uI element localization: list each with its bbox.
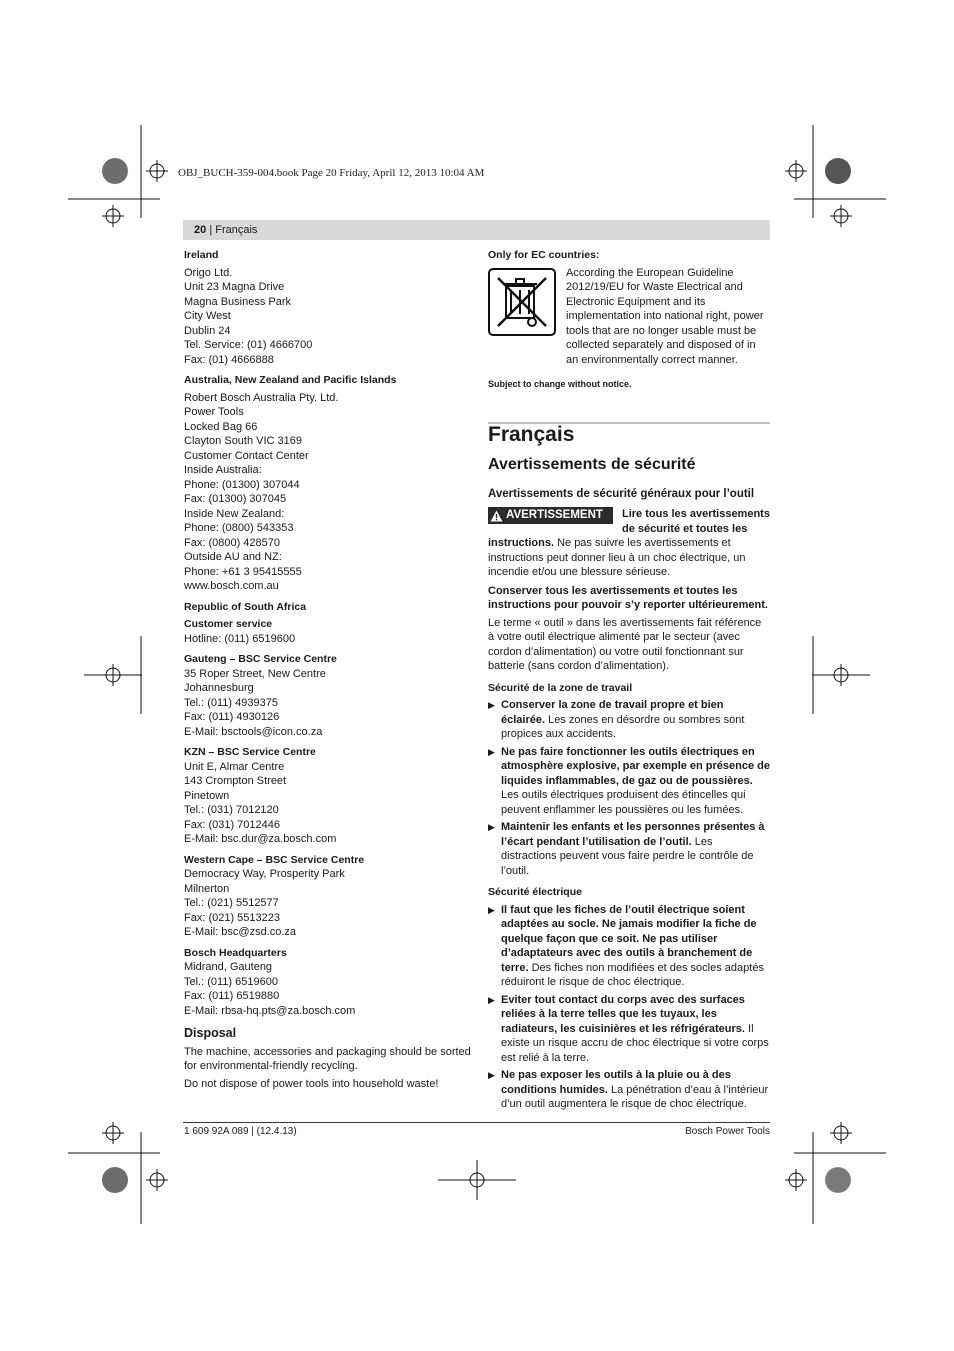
- disposal-paragraph: Do not dispose of power tools into household waste!: [184, 1077, 439, 1090]
- list-item: [488, 1068, 770, 1112]
- australia-line: Locked Bag 66: [184, 420, 258, 433]
- footer-brand: Bosch Power Tools: [685, 1126, 770, 1137]
- australia-line: www.bosch.com.au: [184, 580, 279, 592]
- ireland-line: City West: [184, 310, 231, 322]
- bullet-arrow-icon: ▶: [488, 822, 495, 832]
- crossed-bin-icon: [488, 268, 556, 336]
- gauteng-line: Johannesburg: [184, 682, 254, 694]
- australia-line: Phone: (0800) 543353: [184, 522, 294, 534]
- warning-paragraph: [488, 507, 770, 580]
- ec-title: Only for EC countries:: [488, 249, 600, 261]
- keep-instructions: Conserver tous les avertissements et toutes les instructions pour pouvoir s’y reporter ultérieurement.: [488, 584, 768, 611]
- headquarters-title: Bosch Headquarters: [184, 946, 287, 959]
- gauteng-line: Fax: (011) 4930126: [184, 711, 280, 723]
- general-safety-heading: Avertissements de sécurité généraux pour l’outil: [488, 487, 755, 500]
- header-separator: |: [209, 224, 213, 236]
- australia-line: Clayton South VIC 3169: [184, 435, 303, 447]
- ireland-line: Fax: (01) 4666888: [184, 353, 274, 366]
- ireland-line: Magna Business Park: [184, 295, 291, 308]
- list-item: [488, 993, 770, 1066]
- warning-text: Ne pas suivre les avertissements et instructions peut donner lieu à un choc électrique, un incendie et/ou une blessure sérieuse.: [488, 537, 746, 578]
- kzn-line: 143 Crompton Street: [184, 775, 287, 787]
- australia-line: Inside New Zealand:: [184, 507, 285, 520]
- footer-rule: [183, 1122, 770, 1123]
- footer-doc-number: 1 609 92A 089 | (12.4.13): [184, 1126, 297, 1137]
- bullet-text: Les outils électriques produisent des étincelles qui peuvent enflammer les poussières ou les fumées.: [501, 789, 746, 816]
- warning-badge: [488, 507, 613, 524]
- disposal-heading: Disposal: [184, 1026, 237, 1040]
- australia-line: Phone: +61 3 95415555: [184, 565, 302, 578]
- safety-heading: Avertissements de sécurité: [488, 456, 696, 473]
- ireland-line: Dublin 24: [184, 324, 231, 337]
- customer-service-line: Hotline: (011) 6519600: [184, 632, 296, 645]
- list-item: [488, 745, 770, 818]
- bullet-text: Il existe un risque accru de choc électrique si votre corps est relié à la terre.: [501, 1022, 769, 1064]
- australia-line: Phone: (01300) 307044: [184, 478, 300, 491]
- bullet-text: Les zones en désordre ou sombres sont propices aux accidents.: [501, 713, 745, 740]
- bullet-arrow-icon: ▶: [488, 746, 495, 757]
- disposal-paragraph: The machine, accessories and packaging should be sorted for environmental-friendly recycling.: [184, 1045, 471, 1072]
- ireland-line: Tel. Service: (01) 4666700: [184, 339, 313, 351]
- file-meta-line: OBJ_BUCH-359-004.book Page 20 Friday, April 12, 2013 10:04 AM: [178, 167, 485, 179]
- western-cape-line: Democracy Way, Prosperity Park: [184, 868, 345, 880]
- kzn-line: Fax: (031) 7012446: [184, 818, 281, 831]
- australia-line: Robert Bosch Australia Pty. Ltd.: [184, 391, 339, 404]
- bullet-arrow-icon: ▶: [488, 1070, 495, 1080]
- western-cape-line: Fax: (021) 5513223: [184, 911, 281, 924]
- work-area-title: Sécurité de la zone de travail: [488, 681, 633, 694]
- list-item: [488, 820, 770, 878]
- kzn-line: Unit E, Almar Centre: [184, 760, 285, 773]
- header-language: Français: [215, 224, 258, 236]
- term-paragraph: Le terme « outil » dans les avertissements fait référence à votre outil électrique alimenté par le secteur (avec cordon d’alimentation) ou votre outil fonctionnant sur batterie (sans cordon d’alimentation).: [488, 616, 762, 672]
- bullet-bold: Ne pas exposer les outils à la pluie ou à des conditions humides.: [501, 1069, 731, 1096]
- kzn-line: Pinetown: [184, 789, 230, 802]
- electric-title: Sécurité électrique: [488, 886, 582, 898]
- warning-triangle-icon: [490, 510, 503, 522]
- list-item: [488, 698, 770, 742]
- ireland-line: Unit 23 Magna Drive: [184, 281, 285, 293]
- western-cape-title: Western Cape – BSC Service Centre: [184, 853, 365, 866]
- bullet-arrow-icon: ▶: [488, 700, 495, 710]
- australia-line: Customer Contact Center: [184, 449, 309, 462]
- page-header-bar: [183, 220, 770, 240]
- western-cape-line: Milnerton: [184, 882, 230, 895]
- warning-bold-text: Lire tous les avertissements de sécurité et toutes les instructions.: [488, 508, 770, 549]
- bullet-bold: Conserver la zone de travail propre et bien éclairée.: [501, 699, 724, 726]
- right-column: [488, 248, 770, 1112]
- headquarters-line: Tel.: (011) 6519600: [184, 975, 278, 988]
- bullet-bold: Ne pas faire fonctionner les outils électriques en atmosphère explosive, par exemple en présence de liquides inflammables, de gaz ou de poussières.: [501, 745, 771, 787]
- bullet-arrow-icon: ▶: [488, 904, 495, 915]
- gauteng-line: Tel.: (011) 4939375: [184, 696, 278, 709]
- bullet-bold: Eviter tout contact du corps avec des surfaces reliées à la terre telles que les tuyaux, les radiateurs, les cuisinières et les réfrigérateurs.: [501, 993, 745, 1035]
- language-heading: Français: [488, 422, 575, 446]
- australia-line: Inside Australia:: [184, 464, 262, 476]
- kzn-email[interactable]: E-Mail: bsc.dur@za.bosch.com: [184, 833, 337, 845]
- subject-notice: Subject to change without notice.: [488, 379, 632, 389]
- ireland-line: Origo Ltd.: [184, 266, 233, 279]
- kzn-title: KZN – BSC Service Centre: [184, 746, 316, 758]
- headquarters-line: Midrand, Gauteng: [184, 961, 273, 973]
- australia-line: Fax: (0800) 428570: [184, 536, 281, 549]
- customer-service-title: Customer service: [184, 618, 273, 630]
- australia-line: Fax: (01300) 307045: [184, 493, 287, 505]
- western-cape-email[interactable]: E-Mail: bsc@zsd.co.za: [184, 926, 297, 938]
- bullet-text: La pénétration d’eau à l’intérieur d’un outil augmentera le risque de choc électrique.: [501, 1083, 769, 1110]
- gauteng-email[interactable]: E-Mail: bsctools@icon.co.za: [184, 725, 323, 738]
- kzn-line: Tel.: (031) 7012120: [184, 804, 279, 816]
- page-number: 20: [194, 224, 207, 236]
- weee-block: [488, 266, 770, 368]
- left-column: [184, 248, 474, 1091]
- australia-line: Power Tools: [184, 406, 244, 418]
- ireland-title: Ireland: [184, 249, 219, 261]
- warning-label: AVERTISSEMENT: [506, 509, 603, 521]
- bullet-bold: Maintenir les enfants et les personnes présentes à l’écart pendant l’utilisation de l’outil.: [501, 821, 765, 848]
- bullet-text: Les distractions peuvent vous faire perdre le contrôle de l’outil.: [501, 835, 754, 877]
- western-cape-line: Tel.: (021) 5512577: [184, 897, 279, 909]
- ec-text: According the European Guideline 2012/19/EU for Waste Electrical and Electronic Equipment and its implementation into national right, power tools that are no longer usable must be collected separately and disposed of in an environmentally correct manner.: [566, 266, 764, 366]
- bullet-arrow-icon: ▶: [488, 994, 495, 1005]
- australia-line: Outside AU and NZ:: [184, 551, 282, 563]
- list-item: [488, 903, 770, 990]
- australia-title: Australia, New Zealand and Pacific Islands: [184, 374, 397, 386]
- gauteng-title: Gauteng – BSC Service Centre: [184, 653, 337, 665]
- gauteng-line: 35 Roper Street, New Centre: [184, 667, 326, 680]
- headquarters-email[interactable]: E-Mail: rbsa-hq.pts@za.bosch.com: [184, 1004, 356, 1017]
- headquarters-line: Fax: (011) 6519880: [184, 990, 280, 1002]
- bullet-text: Des fiches non modifiées et des socles adaptés réduiront le risque de choc électrique.: [501, 961, 764, 988]
- bullet-bold: Il faut que les fiches de l’outil électrique soient adaptées au socle. Ne jamais modifier la fiche de quelque façon que ce soit. Ne pas utiliser d’adaptateurs avec des outils à branchement de terre.: [501, 903, 757, 974]
- south-africa-title: Republic of South Africa: [184, 600, 307, 613]
